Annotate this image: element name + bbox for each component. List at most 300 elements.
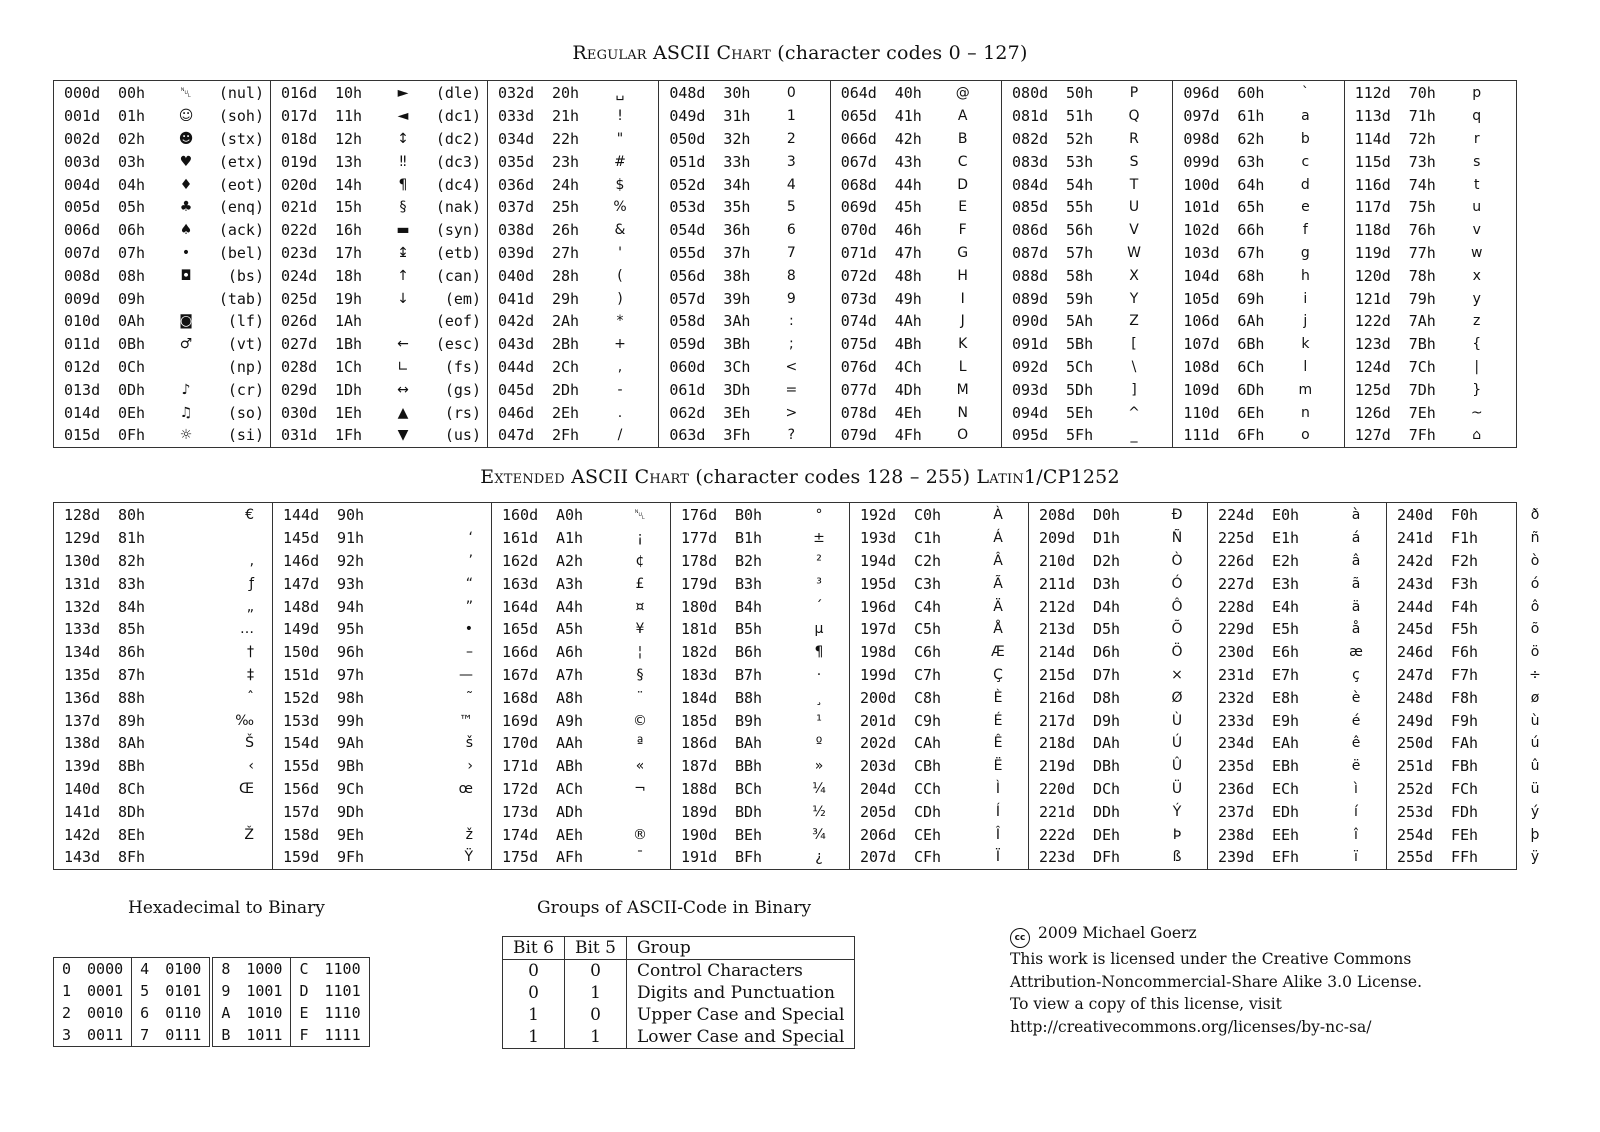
decimal-code: 076d <box>840 357 877 376</box>
character-glyph: Õ <box>1171 621 1183 638</box>
decimal-code: 131d <box>64 574 101 593</box>
decimal-code: 171d <box>502 757 539 776</box>
hex-digit: 3 <box>62 1026 72 1044</box>
extended-row <box>1387 732 1565 755</box>
hex-code: 40h <box>894 84 922 103</box>
decimal-code: 103d <box>1183 243 1220 262</box>
extended-row <box>1029 755 1207 778</box>
hex-code: B9h <box>735 711 763 730</box>
character-glyph: ³ <box>816 575 822 592</box>
character-glyph: ↕ <box>397 130 409 147</box>
character-glyph: ¦ <box>637 644 643 661</box>
decimal-code: 068d <box>840 175 877 194</box>
hex-code: 13h <box>335 152 363 171</box>
decimal-code: 097d <box>1183 107 1220 126</box>
license-block <box>1010 922 1422 1038</box>
regular-row <box>1002 150 1172 173</box>
extended-row <box>492 504 670 527</box>
hex-code: 15h <box>335 198 363 217</box>
bit-value: 0 <box>503 982 565 1004</box>
decimal-code: 160d <box>502 506 539 525</box>
decimal-code: 226d <box>1218 551 1255 570</box>
hex-code: 75h <box>1408 198 1436 217</box>
decimal-code: 181d <box>681 620 718 639</box>
regular-row <box>1173 105 1343 128</box>
hex-code: 30h <box>723 84 751 103</box>
decimal-code: 249d <box>1397 711 1434 730</box>
hex-code: 67h <box>1237 243 1265 262</box>
decimal-code: 139d <box>64 757 101 776</box>
decimal-code: 187d <box>681 757 718 776</box>
extended-row <box>671 504 849 527</box>
extended-row <box>1387 800 1565 823</box>
hex-code: 46h <box>894 221 922 240</box>
extended-row <box>273 846 491 869</box>
character-glyph: j <box>1303 313 1308 330</box>
group-name: Upper Case and Special <box>636 1005 845 1025</box>
group-name: Digits and Punctuation <box>636 983 835 1003</box>
character-glyph: n <box>1300 404 1310 421</box>
regular-row <box>1173 173 1343 196</box>
decimal-code: 192d <box>860 506 897 525</box>
decimal-code: 046d <box>498 403 535 422</box>
extended-row <box>850 800 1028 823</box>
hex-code: 39h <box>723 289 751 308</box>
hex-code: 9Ah <box>337 734 365 753</box>
character-glyph: E <box>958 199 968 216</box>
hex-code: EDh <box>1272 802 1300 821</box>
hex-code: 4Dh <box>894 380 922 399</box>
control-name: (dc1) <box>435 107 481 126</box>
control-name: (ack) <box>218 221 264 240</box>
hex-code: 66h <box>1237 221 1265 240</box>
extended-row <box>850 846 1028 869</box>
control-name: (dc3) <box>435 152 481 171</box>
extended-row <box>850 664 1028 687</box>
decimal-code: 141d <box>64 802 101 821</box>
regular-row <box>488 196 658 219</box>
hex-code: FFh <box>1451 848 1479 867</box>
hex-code: 36h <box>723 221 751 240</box>
hex-code: 0Dh <box>118 380 146 399</box>
extended-column <box>273 503 492 869</box>
extended-row <box>273 550 491 573</box>
regular-row <box>54 424 270 447</box>
character-glyph: ç <box>1352 666 1360 683</box>
character-glyph: ␀ <box>634 507 646 524</box>
extended-row <box>850 527 1028 550</box>
hex-code: ACh <box>556 779 584 798</box>
character-glyph: . <box>617 404 623 421</box>
extended-ascii-chart <box>53 502 1541 870</box>
regular-row <box>1002 424 1172 447</box>
extended-row <box>1029 664 1207 687</box>
regular-row <box>271 310 487 333</box>
decimal-code: 153d <box>283 711 320 730</box>
hex-code: 11h <box>335 107 363 126</box>
regular-row <box>831 82 1001 105</box>
regular-chart-title <box>0 42 1600 64</box>
extended-row <box>273 664 491 687</box>
decimal-code: 015d <box>64 426 101 445</box>
decimal-code: 070d <box>840 221 877 240</box>
regular-row <box>1345 378 1516 401</box>
regular-row <box>1002 264 1172 287</box>
control-name: (bs) <box>227 266 264 285</box>
character-glyph: ¯ <box>636 849 644 866</box>
character-glyph: ¡ <box>637 530 643 547</box>
character-glyph: Ü <box>1171 780 1183 797</box>
character-glyph: „ <box>246 598 254 615</box>
hex-code: BCh <box>735 779 763 798</box>
hex-digit: D <box>299 982 309 1000</box>
regular-row <box>659 310 829 333</box>
hex-code: 1Dh <box>335 380 363 399</box>
decimal-code: 077d <box>840 380 877 399</box>
extended-row <box>54 550 272 573</box>
decimal-code: 009d <box>64 289 101 308</box>
regular-row <box>54 378 270 401</box>
regular-row <box>1002 128 1172 151</box>
regular-row <box>659 82 829 105</box>
regular-row <box>54 287 270 310</box>
extended-row <box>492 595 670 618</box>
decimal-code: 185d <box>681 711 718 730</box>
hex-code: 16h <box>335 221 363 240</box>
hex-code: DFh <box>1093 848 1121 867</box>
hex-code: 51h <box>1066 107 1094 126</box>
character-glyph: ¶ <box>398 176 408 193</box>
character-glyph: ♂ <box>179 336 193 353</box>
extended-row <box>850 618 1028 641</box>
character-glyph: Þ <box>1172 826 1182 843</box>
regular-row <box>831 264 1001 287</box>
extended-row <box>54 595 272 618</box>
extended-row <box>850 755 1028 778</box>
hex-code: 79h <box>1408 289 1436 308</box>
decimal-code: 229d <box>1218 620 1255 639</box>
hex-code: 7Dh <box>1408 380 1436 399</box>
hex-code: 14h <box>335 175 363 194</box>
character-glyph: Ø <box>1171 689 1183 706</box>
groups-title: Groups of ASCII-Code in Binary <box>537 898 812 918</box>
binary-value: 1000 <box>238 958 291 981</box>
regular-row <box>271 401 487 424</box>
character-glyph: r <box>1473 130 1480 147</box>
regular-row <box>1345 310 1516 333</box>
hex-digit: 6 <box>140 1004 150 1022</box>
character-glyph: ◄ <box>397 108 409 125</box>
character-glyph: \ <box>1131 358 1137 375</box>
character-glyph: ƒ <box>249 575 254 592</box>
character-glyph: t <box>1473 176 1480 193</box>
control-name: (eot) <box>218 175 264 194</box>
hex-code: EFh <box>1272 848 1300 867</box>
hex-code: C1h <box>914 529 942 548</box>
binary-value: 1001 <box>238 980 291 1002</box>
character-glyph: – <box>466 644 473 661</box>
extended-row <box>1208 641 1386 664</box>
hex-code: 6Ch <box>1237 357 1265 376</box>
decimal-code: 082d <box>1012 129 1049 148</box>
decimal-code: 109d <box>1183 380 1220 399</box>
regular-row <box>271 150 487 173</box>
decimal-code: 004d <box>64 175 101 194</box>
extended-row <box>850 504 1028 527</box>
hex-code: 6Eh <box>1237 403 1265 422</box>
regular-row <box>54 264 270 287</box>
hex-code: 71h <box>1408 107 1436 126</box>
extended-row <box>1387 618 1565 641</box>
character-glyph: • <box>464 621 473 638</box>
decimal-code: 056d <box>669 266 706 285</box>
decimal-code: 170d <box>502 734 539 753</box>
hex-code: CAh <box>914 734 942 753</box>
extended-row <box>54 641 272 664</box>
character-glyph: Á <box>993 530 1003 547</box>
decimal-code: 255d <box>1397 848 1434 867</box>
control-name: (so) <box>227 403 264 422</box>
hex-code: 7Bh <box>1408 335 1436 354</box>
decimal-code: 087d <box>1012 243 1049 262</box>
character-glyph: - <box>617 381 623 398</box>
hex-code: CBh <box>914 757 942 776</box>
decimal-code: 193d <box>860 529 897 548</box>
decimal-code: 240d <box>1397 506 1434 525</box>
decimal-code: 197d <box>860 620 897 639</box>
binary-value: 0010 <box>79 1002 132 1024</box>
decimal-code: 228d <box>1218 597 1255 616</box>
extended-column <box>492 503 671 869</box>
decimal-code: 100d <box>1183 175 1220 194</box>
extended-row <box>671 686 849 709</box>
extended-row <box>671 595 849 618</box>
extended-row <box>671 823 849 846</box>
hex-code: 95h <box>337 620 365 639</box>
decimal-code: 030d <box>281 403 318 422</box>
hex-code: 99h <box>337 711 365 730</box>
hex-code: 81h <box>118 529 146 548</box>
extended-column <box>1208 503 1387 869</box>
decimal-code: 060d <box>669 357 706 376</box>
decimal-code: 092d <box>1012 357 1049 376</box>
regular-row <box>54 242 270 265</box>
character-glyph: Q <box>1128 108 1140 125</box>
hex-code: 8Ch <box>118 779 146 798</box>
hex-code: B0h <box>735 506 763 525</box>
extended-title-main: Extended ASCII Chart <box>480 466 690 488</box>
character-glyph: g <box>1300 244 1310 261</box>
hex-code: 4Eh <box>894 403 922 422</box>
decimal-code: 108d <box>1183 357 1220 376</box>
decimal-code: 116d <box>1354 175 1391 194</box>
decimal-code: 104d <box>1183 266 1220 285</box>
character-glyph: I <box>960 290 965 307</box>
regular-row <box>831 219 1001 242</box>
character-glyph: × <box>1171 666 1183 683</box>
extended-row <box>1387 846 1565 869</box>
decimal-code: 018d <box>281 129 318 148</box>
control-name: (em) <box>444 289 481 308</box>
regular-title-main: Regular ASCII Chart <box>572 42 772 64</box>
control-name: (stx) <box>218 129 264 148</box>
control-name: (us) <box>444 426 481 445</box>
decimal-code: 123d <box>1354 335 1391 354</box>
character-glyph: … <box>240 621 254 638</box>
hex-code: D0h <box>1093 506 1121 525</box>
hex-code: 43h <box>894 152 922 171</box>
decimal-code: 088d <box>1012 266 1049 285</box>
hex-code: 60h <box>1237 84 1265 103</box>
decimal-code: 037d <box>498 198 535 217</box>
hex-code: C2h <box>914 551 942 570</box>
hex-code: 06h <box>118 221 146 240</box>
hex-code: F7h <box>1451 665 1479 684</box>
decimal-code: 019d <box>281 152 318 171</box>
decimal-code: 244d <box>1397 597 1434 616</box>
decimal-code: 159d <box>283 848 320 867</box>
extended-row <box>1387 709 1565 732</box>
control-name: (tab) <box>218 289 264 308</box>
regular-row <box>1173 378 1343 401</box>
hex-code: 29h <box>552 289 580 308</box>
hex-binary-row <box>54 1002 370 1024</box>
character-glyph: ^ <box>1128 404 1140 421</box>
character-glyph: ‼ <box>399 153 407 170</box>
hex-code: EAh <box>1272 734 1300 753</box>
hex-code: A2h <box>556 551 584 570</box>
decimal-code: 063d <box>669 426 706 445</box>
hex-code: 85h <box>118 620 146 639</box>
hex-code: 37h <box>723 243 751 262</box>
character-glyph: ˜ <box>466 689 473 706</box>
extended-row <box>850 686 1028 709</box>
hex-code: 42h <box>894 129 922 148</box>
hex-code: E2h <box>1272 551 1300 570</box>
control-name: (dle) <box>435 84 481 103</box>
regular-row <box>488 287 658 310</box>
character-glyph: c <box>1301 153 1310 170</box>
decimal-code: 248d <box>1397 688 1434 707</box>
decimal-code: 086d <box>1012 221 1049 240</box>
regular-row <box>271 196 487 219</box>
extended-row <box>1029 800 1207 823</box>
extended-row <box>1029 618 1207 641</box>
hex-code: 65h <box>1237 198 1265 217</box>
regular-row <box>659 196 829 219</box>
character-glyph: æ <box>1349 644 1363 661</box>
decimal-code: 162d <box>502 551 539 570</box>
hex-code: 47h <box>894 243 922 262</box>
extended-row <box>671 664 849 687</box>
hex-code: 4Bh <box>894 335 922 354</box>
extended-row <box>273 641 491 664</box>
character-glyph: § <box>399 199 407 216</box>
regular-row <box>1002 356 1172 379</box>
decimal-code: 222d <box>1039 825 1076 844</box>
character-glyph: Ò <box>1171 552 1183 569</box>
decimal-code: 085d <box>1012 198 1049 217</box>
hex-code: DAh <box>1093 734 1121 753</box>
decimal-code: 236d <box>1218 779 1255 798</box>
character-glyph: ã <box>1351 575 1361 592</box>
hex-code: BEh <box>735 825 763 844</box>
character-glyph: Ô <box>1171 598 1183 615</box>
character-glyph: f <box>1302 222 1308 239</box>
regular-row <box>1173 424 1343 447</box>
hex-code: 41h <box>894 107 922 126</box>
hex-code: 26h <box>552 221 580 240</box>
decimal-code: 126d <box>1354 403 1391 422</box>
decimal-code: 223d <box>1039 848 1076 867</box>
hex-code: A9h <box>556 711 584 730</box>
hex-digit: 8 <box>221 960 231 978</box>
hex-code: 5Bh <box>1066 335 1094 354</box>
decimal-code: 149d <box>283 620 320 639</box>
extended-row <box>492 846 670 869</box>
character-glyph: } <box>1472 381 1482 398</box>
groups-row <box>503 1004 855 1026</box>
hex-code: 5Ch <box>1066 357 1094 376</box>
control-name: (vt) <box>227 335 264 354</box>
character-glyph: ¾ <box>812 826 826 843</box>
decimal-code: 034d <box>498 129 535 148</box>
regular-row <box>271 424 487 447</box>
extended-row <box>492 664 670 687</box>
character-glyph: à <box>1351 507 1361 524</box>
character-glyph: ß <box>1172 849 1182 866</box>
hex-code: FCh <box>1451 779 1479 798</box>
control-name: (can) <box>435 266 481 285</box>
regular-row <box>271 105 487 128</box>
character-glyph: ¿ <box>815 849 823 866</box>
character-glyph: Ã <box>993 575 1003 592</box>
character-glyph: 9 <box>786 290 796 307</box>
decimal-code: 042d <box>498 312 535 331</box>
regular-row <box>1002 242 1172 265</box>
character-glyph: Ý <box>1172 803 1182 820</box>
hex-code: 8Fh <box>118 848 146 867</box>
extended-row <box>850 595 1028 618</box>
decimal-code: 196d <box>860 597 897 616</box>
hex-code: DCh <box>1093 779 1121 798</box>
regular-row <box>1345 424 1516 447</box>
decimal-code: 081d <box>1012 107 1049 126</box>
character-glyph: £ <box>635 575 645 592</box>
character-glyph: _ <box>1130 427 1138 444</box>
character-glyph: ª <box>636 735 644 752</box>
character-glyph: $ <box>615 176 625 193</box>
character-glyph: ° <box>815 507 823 524</box>
character-glyph: 7 <box>786 244 796 261</box>
regular-row <box>1345 333 1516 356</box>
hex-code: F1h <box>1451 529 1479 548</box>
decimal-code: 059d <box>669 335 706 354</box>
extended-row <box>1029 572 1207 595</box>
decimal-code: 091d <box>1012 335 1049 354</box>
character-glyph: p <box>1472 85 1482 102</box>
extended-row <box>671 572 849 595</box>
hex-code: 04h <box>118 175 146 194</box>
decimal-code: 177d <box>681 529 718 548</box>
character-glyph: Í <box>995 803 1001 820</box>
bit-value: 1 <box>503 1026 565 1049</box>
character-glyph: ∟ <box>397 358 409 375</box>
decimal-code: 120d <box>1354 266 1391 285</box>
character-glyph: x <box>1472 267 1481 284</box>
decimal-code: 079d <box>840 426 877 445</box>
decimal-code: 099d <box>1183 152 1220 171</box>
